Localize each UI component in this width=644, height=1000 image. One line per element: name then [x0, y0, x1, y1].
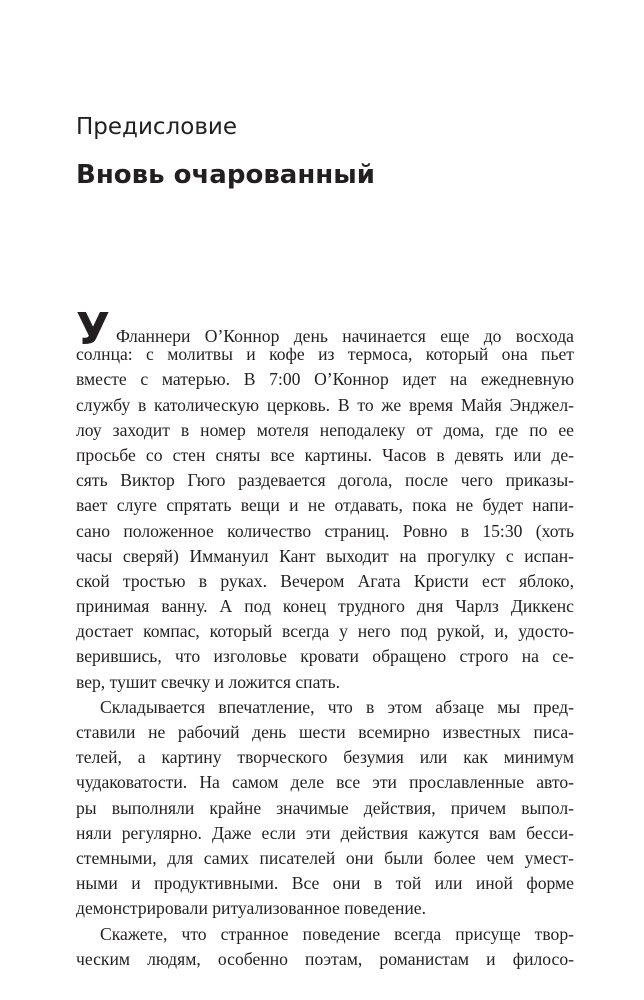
section-label: Предисловие [76, 114, 237, 140]
text-line: ными и продуктивными. Все они в той или иной форме [76, 873, 574, 894]
text-line: Складывается впечатление, что в этом абзаце мы пред- [100, 696, 574, 717]
text-line: телей, а картину творческого безумия или как минимум [76, 747, 574, 768]
paragraph-2 [76, 695, 574, 922]
body-text [76, 304, 574, 972]
text-line: стемными, для самих писателей они были более чем умест- [76, 847, 574, 868]
text-line: солнца: с молитвы и кофе из термоса, который она пьет [76, 344, 574, 365]
text-line: демонстрировали ритуализованное поведение. [76, 898, 427, 919]
text-line: сано положенное количество страниц. Ровно в 15:30 (хоть [76, 520, 574, 541]
text-line: сять Виктор Гюго раздевается догола, после чего приказы- [76, 470, 574, 491]
text-line: Скажете, что странное поведение всегда присуще твор- [100, 923, 574, 944]
text-line: ческим людям, особенно поэтам, романистам и филосо- [76, 948, 574, 969]
text-line: лоу заходит в номер мотеля неподалеку от дома, где по ее [76, 419, 574, 440]
chapter-title: Вновь очарованный [76, 160, 375, 190]
text-line: верившись, что изголовье кровати обращено строго на се- [76, 646, 574, 667]
text-line: принимая ванну. А под конец трудного дня Чарлз Диккенс [76, 596, 574, 617]
drop-cap: У [76, 304, 110, 355]
text-line: часы сверяй) Иммануил Кант выходит на прогулку с испан- [76, 545, 574, 566]
text-line: достает компас, который всегда у него под рукой, и, удосто- [76, 621, 574, 642]
paragraph-1 [76, 304, 574, 695]
text-line: У Фланнери О’Коннор день начинается еще до восхода [76, 304, 574, 355]
text-line: ставили не рабочий день шести всемирно известных писа- [76, 722, 574, 742]
paragraph-3 [76, 922, 574, 972]
text-line: ской тростью в руках. Вечером Агата Кристи ест яблоко, [76, 570, 574, 591]
text-line: вер, тушит свечку и ложится спать. [76, 671, 341, 692]
text-line: няли регулярно. Даже если эти действия кажутся вам бесси- [76, 822, 574, 843]
text-line: чудаковатости. На самом деле все эти прославленные авто- [76, 772, 574, 793]
text-line: службу в католическую церковь. В то же время Майя Энджел- [76, 394, 574, 415]
text-line: ры выполняли крайне значимые действия, причем выпол- [76, 797, 574, 818]
text-line: вает слуге спрятать вещи и не отдавать, пока не будет напи- [76, 495, 574, 516]
text-line: просьбе со стен сняты все картины. Часов в девять или де- [76, 444, 574, 465]
text-line: вместе с матерью. В 7:00 О’Коннор идет на ежедневную [76, 369, 574, 390]
